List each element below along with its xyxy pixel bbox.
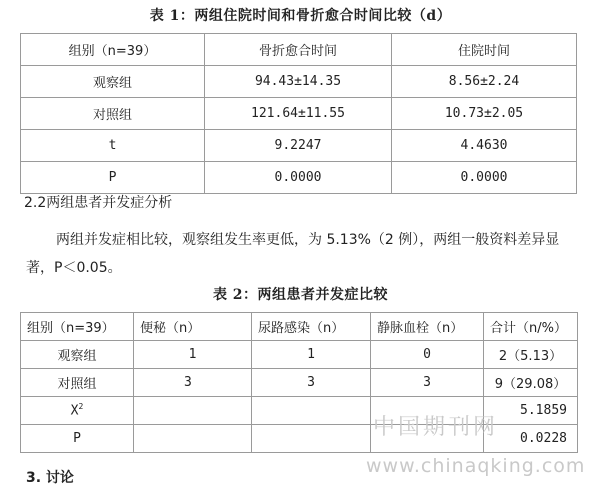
table-cell: 观察组 xyxy=(21,341,134,369)
table-cell: 4.4630 xyxy=(392,130,577,162)
table-cell xyxy=(134,397,252,425)
table-cell: 对照组 xyxy=(21,369,134,397)
table-cell: 121.64±11.55 xyxy=(205,98,392,130)
table-header-row xyxy=(21,34,577,66)
header-cell: 便秘（n） xyxy=(134,313,252,341)
table-1-healing-time xyxy=(20,33,577,194)
header-cell: 组别（n=39） xyxy=(21,313,134,341)
table-cell xyxy=(252,425,371,453)
chi-symbol: X xyxy=(70,403,79,419)
section-heading-2-2: 2.2两组患者并发症分析 xyxy=(24,195,173,211)
table-cell: t xyxy=(21,130,205,162)
table-cell: 0.0228 xyxy=(484,425,578,453)
table-cell: 10.73±2.05 xyxy=(392,98,577,130)
body-paragraph: 两组并发症相比较，观察组发生率更低，为 5.13%（2 例），两组一般资料差异显著，P＜0.05。 xyxy=(26,232,560,276)
table-cell: 94.43±14.35 xyxy=(205,66,392,98)
watermark-url: www.chinaqking.com xyxy=(366,455,586,477)
table-row xyxy=(21,369,578,397)
watermark-text: 中国期刊网 xyxy=(373,415,499,440)
table-cell: 3 xyxy=(371,369,484,397)
table-cell: P xyxy=(21,425,134,453)
table-cell xyxy=(21,397,134,425)
table2-caption: 表 2：两组患者并发症比较 xyxy=(212,287,389,303)
table-row xyxy=(21,66,577,98)
table-cell: 0 xyxy=(371,341,484,369)
table-row xyxy=(21,341,578,369)
header-cell: 尿路感染（n） xyxy=(252,313,371,341)
table-header-row xyxy=(21,313,578,341)
section-heading-3: 3. 讨论 xyxy=(26,470,74,486)
header-cell: 住院时间 xyxy=(392,34,577,66)
header-cell: 静脉血栓（n） xyxy=(371,313,484,341)
table-cell: 9.2247 xyxy=(205,130,392,162)
table-cell: 1 xyxy=(252,341,371,369)
table-row xyxy=(21,98,577,130)
table1-caption: 表 1：两组住院时间和骨折愈合时间比较（d） xyxy=(149,8,452,24)
table-cell xyxy=(252,397,371,425)
table-cell: 观察组 xyxy=(21,66,205,98)
table-cell: 对照组 xyxy=(21,98,205,130)
table-row xyxy=(21,130,577,162)
table-cell: 2（5.13） xyxy=(484,341,578,369)
table-cell: 0.0000 xyxy=(392,162,577,194)
table-cell: 5.1859 xyxy=(484,397,578,425)
table-cell: 1 xyxy=(134,341,252,369)
table-cell: 3 xyxy=(134,369,252,397)
header-cell: 组别（n=39） xyxy=(21,34,205,66)
table-cell: 9（29.08） xyxy=(484,369,578,397)
table-cell: P xyxy=(21,162,205,194)
table-cell: 8.56±2.24 xyxy=(392,66,577,98)
chi-superscript: 2 xyxy=(78,402,84,412)
table-cell: 0.0000 xyxy=(205,162,392,194)
table-cell xyxy=(134,425,252,453)
header-cell: 合计（n/%） xyxy=(484,313,578,341)
table-row xyxy=(21,162,577,194)
header-cell: 骨折愈合时间 xyxy=(205,34,392,66)
table-cell: 3 xyxy=(252,369,371,397)
